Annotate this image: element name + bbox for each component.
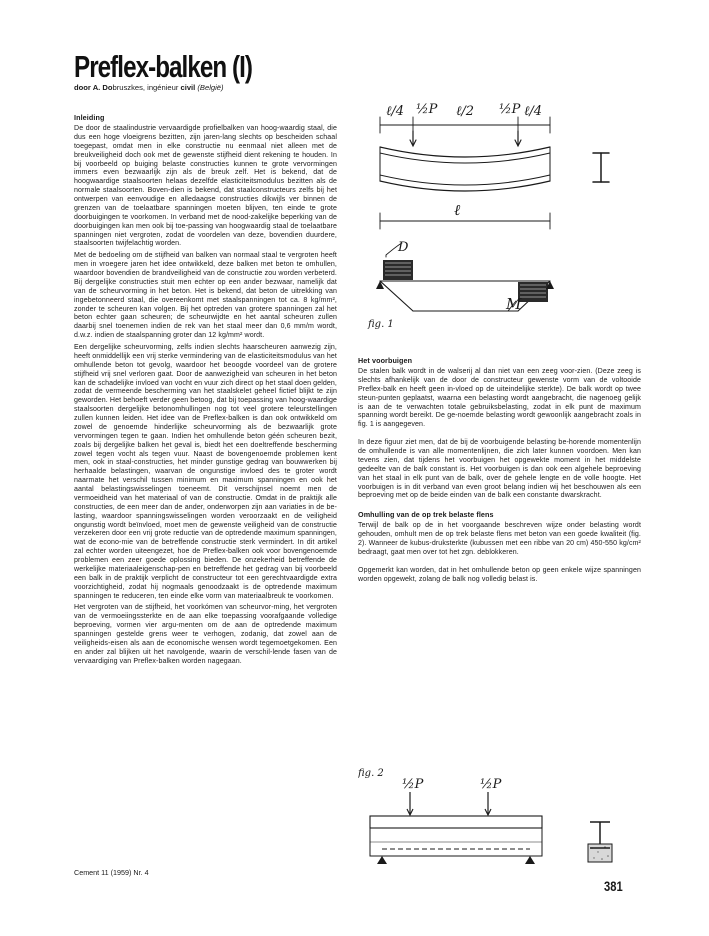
fig1-label-half-p-left: ½P [416,102,438,117]
fig1-label-moment: M [506,295,522,313]
page-number: 381 [604,878,623,894]
byline-country: (België) [195,83,224,92]
figure-1-diagram [358,95,658,340]
fig2-label-half-p-left: ½P [402,777,424,792]
concrete-encasement-section [588,844,612,862]
fig2-label-half-p-right: ½P [480,777,502,792]
figure-2-diagram [358,762,658,870]
fig1-caption: fig. 1 [368,319,394,330]
paragraph: Het vergroten van de stijfheid, het voorkómen van scheurvor-ming, het vergroten van de vermoeiingssterkte en de aan elke toepassing voorafgaande volledige beproeving, vormen vier argu-menten om de aan de optredende maximum spanningen gestelde grens weer te verhogen, zodanig, dat zowel aan de veiligheids-eisen als aan de economische wensen wordt tegemoetgekomen. Een en ander zal blijken uit het navolgende, waarin de verschil-lende fasen van de vervaardiging van Preflex-balken worden nagegaan. [74,604,337,665]
article-byline [74,83,224,93]
section-heading-voorbuigen: Het voorbuigen [358,356,413,365]
byline-civil: civil [180,83,196,92]
journal-reference: Cement 11 (1959) Nr. 4 [74,868,149,877]
fig1-label-half-span: ℓ/2 [456,104,475,119]
fig1-label-shear: D [398,240,409,255]
left-column [74,113,337,853]
section-heading-inleiding: Inleiding [74,113,105,122]
paragraph: Met de bedoeling om de stijfheid van balken van normaal staal te vergroten heeft men in vroegere jaren het idee ontwikkeld, deze balken met beton te omhullen, waardoor bovendien de brandveiligheid van de constructie zou worden verbeterd. Bij dergelijke constructies stuit men echter op een ander bezwaar, namelijk dat van de scheurvorming in het beton. Het is bekend, dat beton de uitrekking van ingebetonneerd staal, die overeenkomt met staalspanningen tot ca. 8 kg/mm², zonder te scheuren kan volgen. Bij het optreden van grotere spanningen zal het beton echter gaan scheuren; de scheurwijdte en het aantal scheuren zullen daarbij snel toenemen indien de rek van het staal meer dan 0,6 mm/m wordt, d.w.z. indien de staalspanning groter dan 12 kg/mm² wordt. [74,252,337,340]
section-heading-omhulling: Omhulling van de op trek belaste flens [358,510,494,520]
fig1-label-half-p-right: ½P [499,102,521,117]
paragraph: Een dergelijke scheurvorming, zelfs indien slechts haarscheuren aanwezig zijn, heeft onmiddellijk een vrij sterke vermindering van de elasticiteitsmodulus van het omhullende beton tot gevolg, waardoor het beoogde voordeel van de grotere stijfheid vrij snel verloren gaat. Door de aanwezigheid van scheuren in het beton kan de schadelijke invloed van vocht en vuur zich direct op het staal doen gelden, zodat de vermeende bescherming van het staalskelet geheel fictief blijkt te zijn geworden. Het behoeft verder geen betoog, dat bij toepassing van hoog-waardige staalsoorten dergelijke betonomhullingen nog tot veel grotere teleurstellingen zullen kunnen leiden. Het idee van de Preflex-balken is dan ook ontwikkeld om zowel de genoemde hinderlijke scheurvorming als de bezwaarlijk grote vervormingen tegen te gaan. Indien het omhullende beton géén scheuren bezit, zoals bij dergelijke balken het geval is, biedt het een doeltreffende bescherming zowel tegen vocht als tegen vuur. Naast de bovengenoemde problemen kent men, ook in staal-constructies, het minder gunstige gedrag van bouwwerken bij herhaalde belastingen, waarvan de ongunstige invloed des te groter wordt naarmate het verschil tussen minimum en maximum spanningen en ook het aantal belastingswisselingen toeneemt. Dit verschijnsel noemt men de vermoeidheid van het materiaal of van de constructie. Omdat in de praktijk alle constructies, de een meer dan de ander, onderworpen zijn aan variaties in de be-lasting, waardoor spanningswisselingen worden veroorzaakt en de veiligheid ongunstig wordt beïnvloed, moet men de gewenste veiligheid van de constructie verzekeren door een vrij grote reductie van de optredende maximum spanningen, wat de econo-mie van de betreffende constructie sterk vermindert. In dit artikel zal echter worden uiteengezet, hoe de Preflex-balken ook voor bovengenoemde problemen een zeer goede oplossing bieden. De onzekerheid betreffende de werkelijke materiaaleigenschap-pen en betreffende het gedrag van bij voorbeeld een balk in de praktijk verplicht de constructeur tot een gerechtvaardigde extra voorzichtigheid, zodat hij nogmaals genoodzaakt is de optredende maximum spanningen te reduceren, ten einde elke vorm van materiaalbreuk te voorkomen. [74,344,337,600]
article-title: Preflex-balken (I) [74,49,252,84]
paragraph: In deze figuur ziet men, dat de bij de voorbuigende belasting be-horende momentenlijn de omhullende is van alle momentenlijnen, die zich later kunnen voordoen. Men kan tevens zien, dat tijdens het voorbuigen het opgewekte moment in het middelste gedeelte van de balk constant is. Het voorbuigen is dan ook een algehele beproeving van het staal in elk punt van de balk, over de gehele lengte en de volle hoogte. Het voorbuigen is in dit verband van even groot belang indien wij het beschouwen als een beproeving met op de beide einden van de balk een constante dwarskracht. [358,439,641,500]
paragraph: Opgemerkt kan worden, dat in het omhullende beton op geen enkele wijze spanningen worden opgewekt, zolang de balk nog volledig belast is. [358,566,641,583]
paragraph: De door de staalindustrie vervaardigde profielbalken van hoog-waardig staal, die dus een hoge vloeigrens bezitten, zijn jaren-lang slechts op bescheiden schaal toegepast, omdat men in elke constructie nu eenmaal niet alleen met de breukveiligheid doch ook met de gewenste stijfheid dient rekening te houden. In bij voorbeeld op buiging belaste constructies kunnen te grote vervormingen immers even bezwaarlijk zijn als de breuk zelf. Het is bekend, dat de hoogwaardige staalsoorten helaas dezelfde elasticiteitsmodulus bezitten als de normale staalsoorten. Boven-dien is bekend, dat staalconstructeurs zelfs bij het ontwerpen van eenvoudige en alledaagse constructies dikwijls ver binnen de grenzen van de toelaatbare spanningen moeten blijven, ten einde te grote doorbuigingen te voorkomen. In verband met de nood-zakelijke beperking van de doorbuigingen kan men ook bij toe-passing van hoogwaardig staal de toelaatbare spanningen niet vergroten, zodat de voordelen van deze, bovendien duurdere, staalsoorten twijfelachtig worden. [74,125,337,248]
right-column [358,356,641,636]
fig1-label-quarter-left: ℓ/4 [386,104,405,119]
paragraph: Terwijl de balk op de in het voorgaande beschreven wijze onder belasting wordt gehouden, omhult men de op trek belaste flens met beton van een goede kwaliteit (fig. 2). Wanneer de kubus-druksterkte (kubussen met een ribbe van 20 cm) 450-550 kg/cm² bedraagt, gaat men over tot het zgn. deblokkeren. [358,522,641,556]
fig1-label-quarter-right: ℓ/4 [524,104,543,119]
byline-author: bruszkes, ingénieur [112,83,181,92]
byline-prefix: door A. Do [74,83,113,92]
paragraph: De stalen balk wordt in de walserij al dan niet van een zeeg voor-zien. (Deze zeeg is slechts afhankelijk van de door de constructeur gewenste vorm van de voltooide Preflex-balk en heeft geen in-vloed op de uiteindelijke sterkte). De balk wordt op twee steun-punten geplaatst, waarna een belasting wordt aangebracht, die nagenoeg gelijk is aan de te verwachten totale gebruiksbelasting, zodat in elk punt de maximum spanning wordt bereikt. De ge-noemde belasting wordt gewoonlijk aangebracht zoals in fig. 1 is aangegeven. [358,368,641,429]
fig2-caption: fig. 2 [358,768,384,779]
fig1-label-span: ℓ [454,201,461,219]
